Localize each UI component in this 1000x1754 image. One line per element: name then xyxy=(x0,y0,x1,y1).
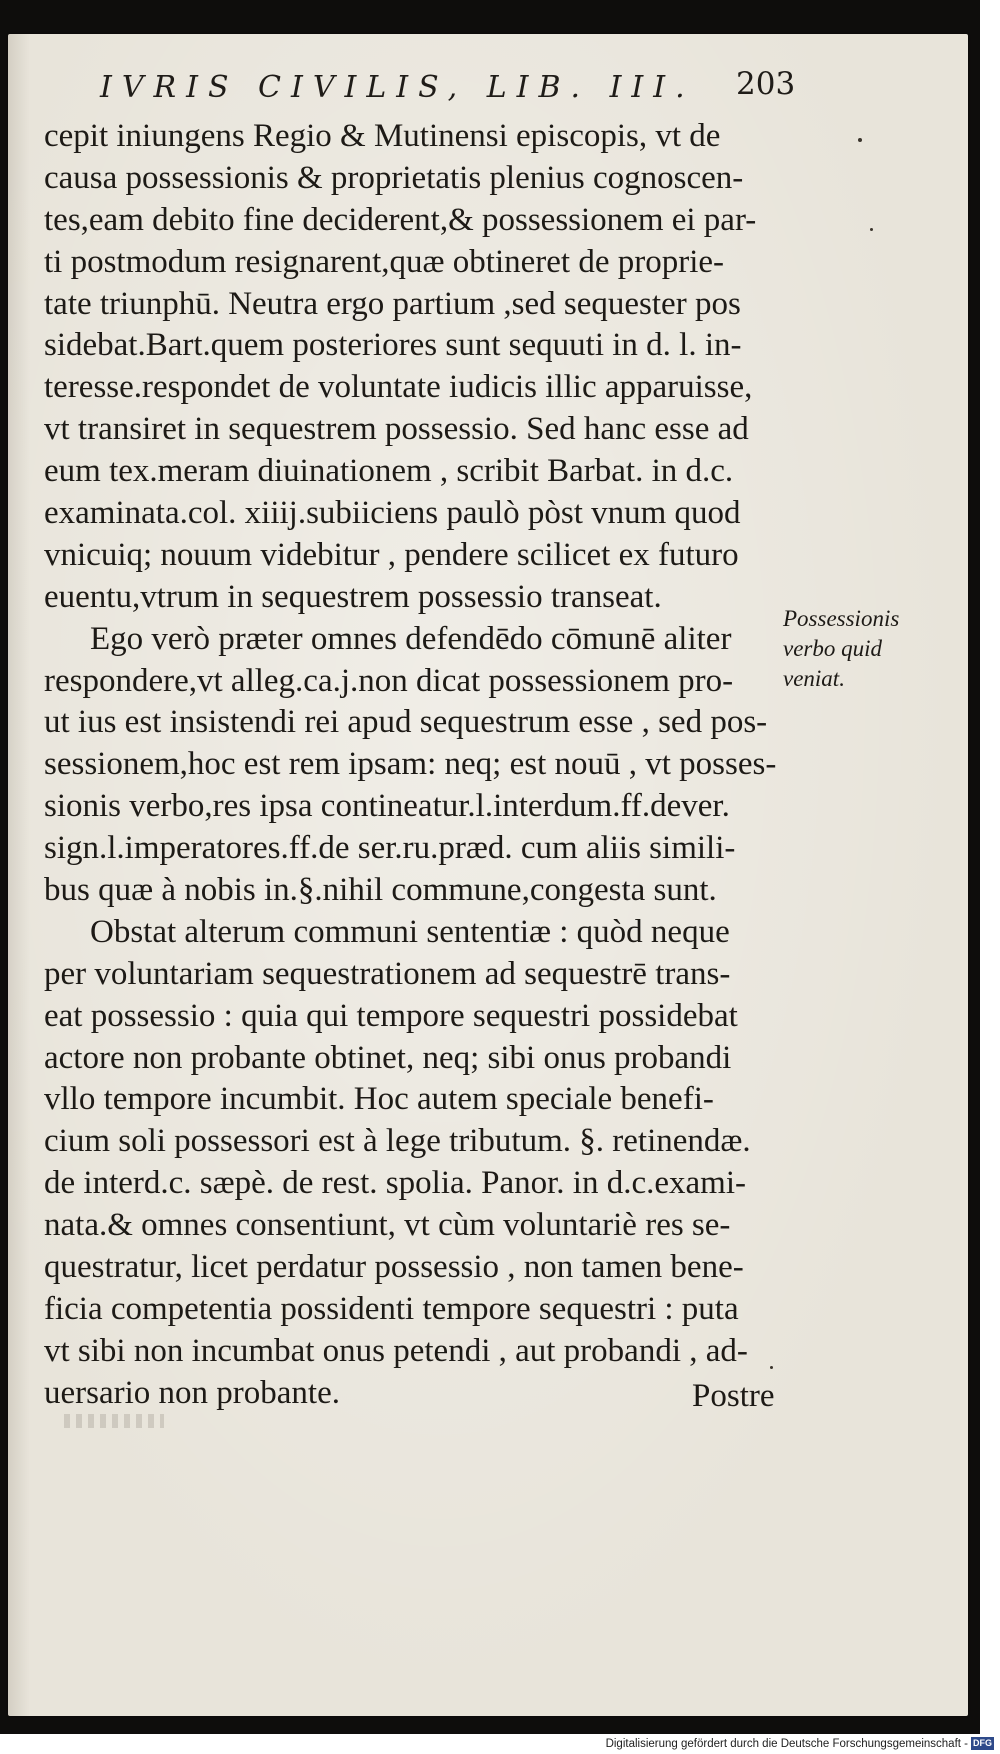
body-text xyxy=(44,116,784,1415)
text-line: causa possessionis & proprietatis plenius cognoscen- xyxy=(44,159,744,196)
text-line: vt transiret in sequestrem possessio. Sed hanc esse ad xyxy=(44,411,749,448)
text-line: sessionem,hoc est rem ipsam: neq; est nouū , vt posses- xyxy=(44,746,777,783)
text-line: examinata.col. xiiij.subiiciens paulò pòst vnum quod xyxy=(44,495,741,532)
marginal-note-line: veniat. xyxy=(783,666,845,691)
paper-speck xyxy=(770,1366,773,1369)
faint-stain xyxy=(64,1414,164,1428)
text-line: sign.l.imperatores.ff.de ser.ru.præd. cum aliis simili- xyxy=(44,830,736,867)
digitization-credit xyxy=(600,1736,994,1752)
text-line: nata.& omnes consentiunt, vt cùm voluntariè res se- xyxy=(44,1207,731,1244)
text-line: tate triunphū. Neutra ergo partium ,sed sequester pos xyxy=(44,285,741,322)
page-number: 203 xyxy=(736,66,796,102)
text-line: sidebat.Bart.quem posteriores sunt sequuti in d. l. in- xyxy=(44,327,742,364)
credit-text: Digitalisierung gefördert durch die Deutsche Forschungsgemeinschaft - xyxy=(605,1738,968,1750)
text-line: ut ius est insistendi rei apud sequestrum esse , sed pos- xyxy=(44,704,768,741)
text-line: per voluntariam sequestrationem ad sequestrē trans- xyxy=(44,955,731,992)
text-line: tes,eam debito fine deciderent,& possessionem ei par- xyxy=(44,201,757,238)
marginal-note-line: Possessionis xyxy=(783,606,900,631)
text-line: uersario non probante. xyxy=(44,1374,340,1411)
paragraph-start-line: Ego verò præter omnes defendēdo cōmunē aliter xyxy=(90,620,732,657)
text-line: ficia competentia possidenti tempore sequestri : puta xyxy=(44,1290,739,1327)
text-line: respondere,vt alleg.ca.j.non dicat possessionem pro- xyxy=(44,662,734,699)
marginal-note-line: verbo quid xyxy=(783,636,883,661)
text-line: cium soli possessori est à lege tributum. §. retinendæ. xyxy=(44,1123,751,1160)
text-line: vllo tempore incumbit. Hoc autem speciale benefi- xyxy=(44,1081,714,1118)
text-line: bus quæ à nobis in.§.nihil commune,congesta sunt. xyxy=(44,872,717,909)
paper-speck xyxy=(858,138,862,142)
text-line: vt sibi non incumbat onus petendi , aut probandi , ad- xyxy=(44,1332,748,1369)
paragraph-start-line: Obstat alterum communi sententiæ : quòd neque xyxy=(90,913,730,950)
paper-speck xyxy=(870,228,873,231)
text-line: eum tex.meram diuinationem , scribit Barbat. in d.c. xyxy=(44,453,734,490)
text-line: cepit iniungens Regio & Mutinensi episcopis, vt de xyxy=(44,118,721,154)
text-line: euentu,vtrum in sequestrem possessio transeat. xyxy=(44,578,662,615)
text-line: actore non probante obtinet, neq; sibi onus probandi xyxy=(44,1039,732,1076)
text-line: eat possessio : quia qui tempore sequestri possidebat xyxy=(44,997,738,1034)
text-line: questratur, licet perdatur possessio , non tamen bene- xyxy=(44,1249,744,1286)
running-title: IVRIS CIVILIS, LIB. III. xyxy=(100,70,695,105)
dfg-logo: DFG xyxy=(973,1738,992,1749)
text-line: teresse.respondet de voluntate iudicis illic apparuisse, xyxy=(44,369,753,406)
marginal-note xyxy=(783,604,903,694)
catchword: Postre xyxy=(692,1378,775,1414)
text-line: de interd.c. sæpè. de rest. spolia. Panor. in d.c.exami- xyxy=(44,1165,746,1202)
text-line: ti postmodum resignarent,quæ obtineret de proprie- xyxy=(44,243,725,280)
text-line: vnicuiq; nouum videbitur , pendere scilicet ex futuro xyxy=(44,536,739,573)
text-line: sionis verbo,res ipsa contineatur.l.interdum.ff.dever. xyxy=(44,788,730,825)
